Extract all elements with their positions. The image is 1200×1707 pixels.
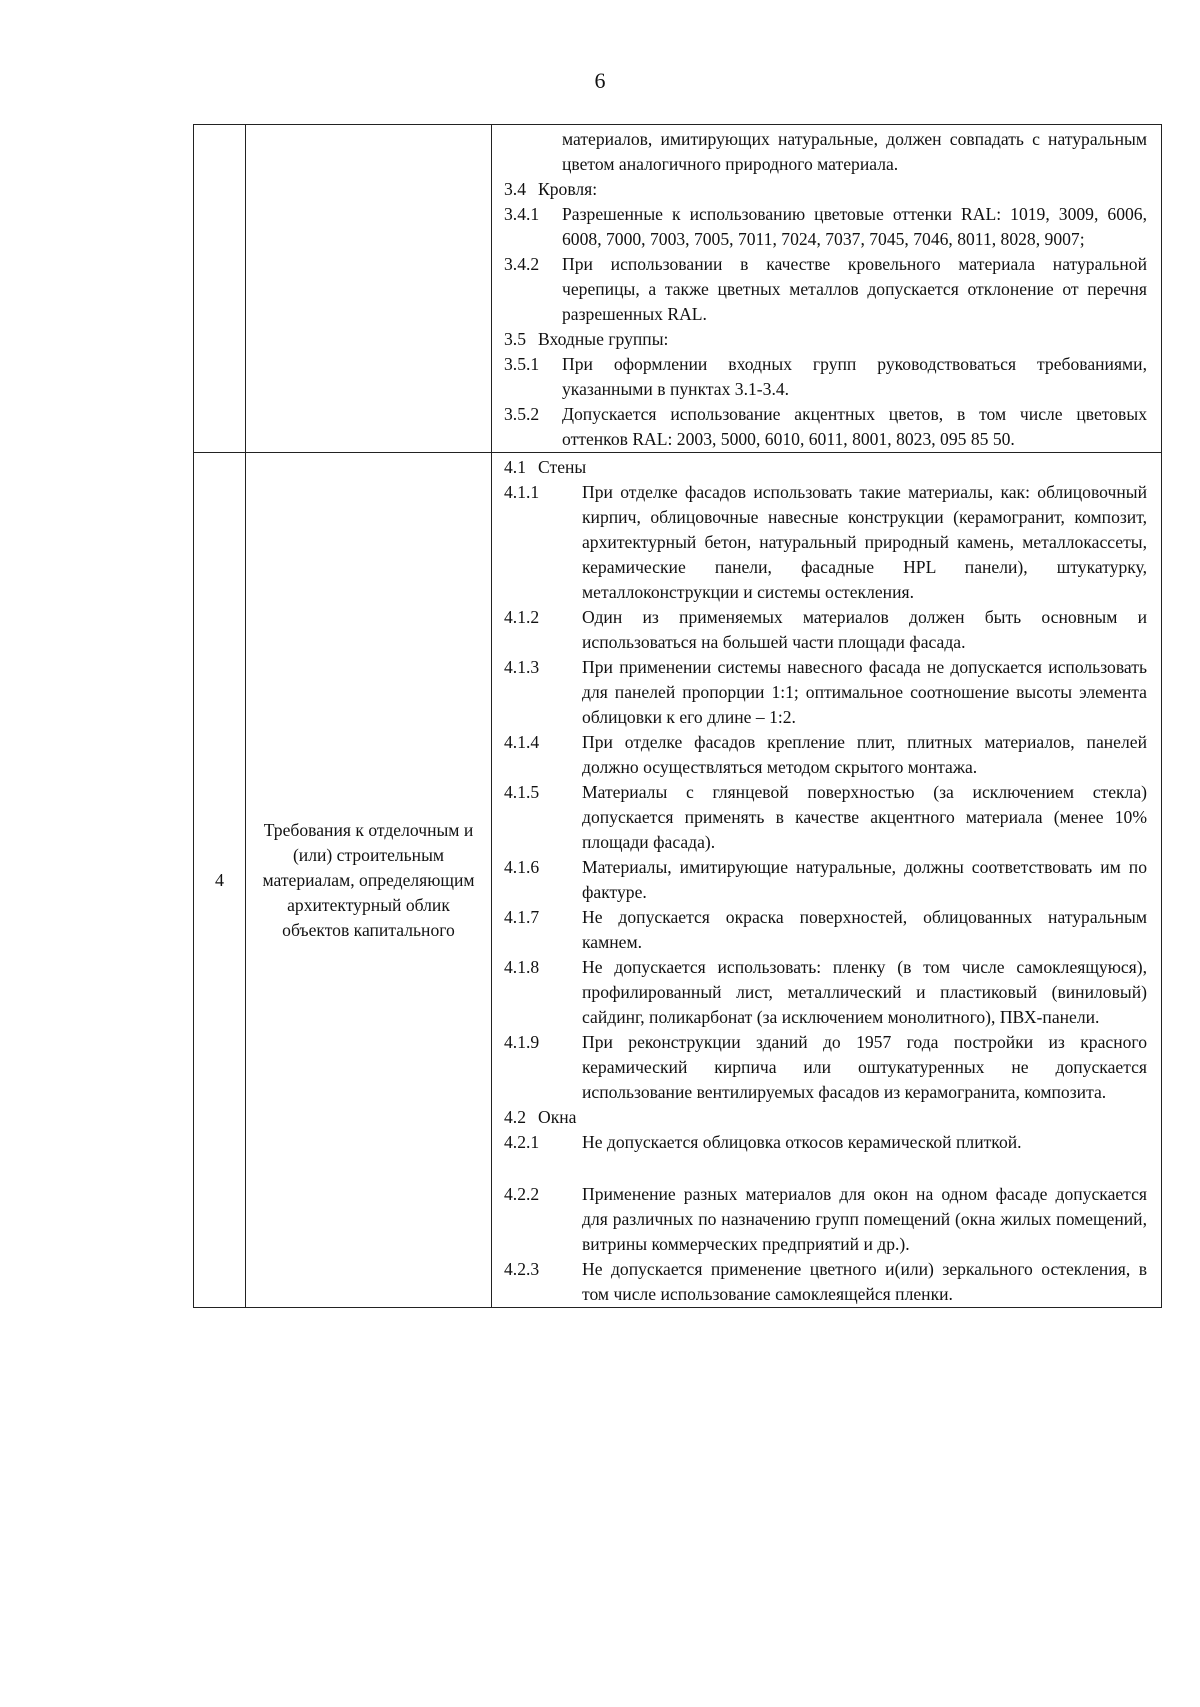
item-number: 3.5	[504, 329, 526, 349]
item-text: Не допускается применение цветного и(или) зеркального остекления, в том числе использование самоклеящейся пленки.	[582, 1259, 1147, 1304]
continuation-text: материалов, имитирующих натуральные, должен совпадать с натуральным цветом аналогичного природного материала.	[562, 129, 1147, 174]
item-number: 4.2.3	[504, 1259, 540, 1279]
list-item	[504, 780, 1147, 855]
row-content-cell	[492, 125, 1162, 453]
item-text: Окна	[538, 1107, 577, 1127]
item-number: 4.1.5	[504, 782, 540, 802]
item-text: Материалы с глянцевой поверхностью (за исключением стекла) допускается применять в качестве акцентного материала (менее 10% площади фасада).	[582, 782, 1147, 852]
item-number: 4.1	[504, 457, 526, 477]
list-item	[504, 1130, 1147, 1155]
spacer	[504, 1155, 1147, 1182]
table-row	[194, 125, 1162, 453]
row3-items	[504, 177, 1147, 452]
item-text: Входные группы:	[538, 329, 669, 349]
requirements-table	[193, 124, 1162, 1308]
item-number: 4.1.6	[504, 857, 540, 877]
item-text: Материалы, имитирующие натуральные, должны соответствовать им по фактуре.	[582, 857, 1147, 902]
item-number: 3.5.1	[504, 354, 540, 374]
item-number: 3.4.1	[504, 204, 540, 224]
list-item	[504, 252, 1147, 327]
item-number: 4.1.9	[504, 1032, 540, 1052]
item-number: 3.4.2	[504, 254, 540, 274]
item-text: При использовании в качестве кровельного материала натуральной черепицы, а также цветных металлов допускается отклонение от перечня разрешенных RAL.	[562, 254, 1147, 324]
list-item	[504, 327, 1147, 352]
list-item	[504, 955, 1147, 1030]
list-item	[504, 352, 1147, 402]
list-item	[504, 1030, 1147, 1105]
item-text: Не допускается облицовка откосов керамической плиткой.	[582, 1132, 1022, 1152]
table-row	[194, 453, 1162, 1308]
row4-items	[504, 455, 1147, 1307]
item-number: 4.2.2	[504, 1184, 540, 1204]
list-item	[504, 605, 1147, 655]
row-title-cell: Требования к отделочным и (или) строительным материалам, определяющим архитектурный облик объектов капитального	[246, 453, 492, 1308]
item-number: 4.1.2	[504, 607, 540, 627]
list-item	[504, 905, 1147, 955]
item-text: При отделке фасадов использовать такие материалы, как: облицовочный кирпич, облицовочные навесные конструкции (керамогранит, композит, архитектурный бетон, натуральный природный камень, металлокассеты, керамические панели, фасадные HPL панели), штукатурку, металлоконструкции и системы остекления.	[582, 482, 1147, 602]
list-item	[504, 730, 1147, 780]
item-text: При реконструкции зданий до 1957 года постройки из красного керамический кирпича или оштукатуренных не допускается использование вентилируемых фасадов из керамогранита, композита.	[582, 1032, 1147, 1102]
item-text: При оформлении входных групп руководствоваться требованиями, указанными в пунктах 3.1-3.4.	[562, 354, 1147, 399]
item-number: 3.4	[504, 179, 526, 199]
list-item	[504, 1105, 1147, 1130]
item-number: 4.2	[504, 1107, 526, 1127]
item-text: Не допускается использовать: пленку (в том числе самоклеящуюся), профилированный лист, металлический и пластиковый (виниловый) сайдинг, поликарбонат (за исключением монолитного), ПВХ-панели.	[582, 957, 1147, 1027]
row-content-cell	[492, 453, 1162, 1308]
list-item	[504, 480, 1147, 605]
item-number: 4.1.8	[504, 957, 540, 977]
list-item	[504, 402, 1147, 452]
item-number: 4.1.7	[504, 907, 540, 927]
item-text: Допускается использование акцентных цветов, в том числе цветовых оттенков RAL: 2003, 5000, 6010, 6011, 8001, 8023, 095 85 50.	[562, 404, 1147, 449]
item-text: Кровля:	[538, 179, 598, 199]
row-number-cell	[194, 125, 246, 453]
item-number: 4.1.4	[504, 732, 540, 752]
item-number: 3.5.2	[504, 404, 540, 424]
list-item	[504, 1182, 1147, 1257]
list-item	[504, 455, 1147, 480]
list-item	[504, 177, 1147, 202]
list-item	[504, 202, 1147, 252]
item-number: 4.1.3	[504, 657, 540, 677]
item-text: Один из применяемых материалов должен быть основным и использоваться на большей части площади фасада.	[582, 607, 1147, 652]
list-item	[504, 655, 1147, 730]
item-text: При применении системы навесного фасада не допускается использовать для панелей пропорции 1:1; оптимальное соотношение высоты элемента облицовки к его длине – 1:2.	[582, 657, 1147, 727]
page-number: 6	[594, 68, 606, 93]
item-text: Стены	[538, 457, 587, 477]
item-number: 4.2.1	[504, 1132, 540, 1152]
list-item	[504, 1257, 1147, 1307]
row-number-cell: 4	[194, 453, 246, 1308]
item-text: При отделке фасадов крепление плит, плитных материалов, панелей должно осуществляться методом скрытого монтажа.	[582, 732, 1147, 777]
row-title-cell	[246, 125, 492, 453]
item-number: 4.1.1	[504, 482, 540, 502]
item-text: Не допускается окраска поверхностей, облицованных натуральным камнем.	[582, 907, 1147, 952]
list-item	[504, 855, 1147, 905]
item-text: Применение разных материалов для окон на одном фасаде допускается для различных по назначению групп помещений (окна жилых помещений, витрины коммерческих предприятий и др.).	[582, 1184, 1147, 1254]
item-text: Разрешенные к использованию цветовые оттенки RAL: 1019, 3009, 6006, 6008, 7000, 7003, 7005, 7011, 7024, 7037, 7045, 7046, 8011, 8028, 9007;	[562, 204, 1147, 249]
